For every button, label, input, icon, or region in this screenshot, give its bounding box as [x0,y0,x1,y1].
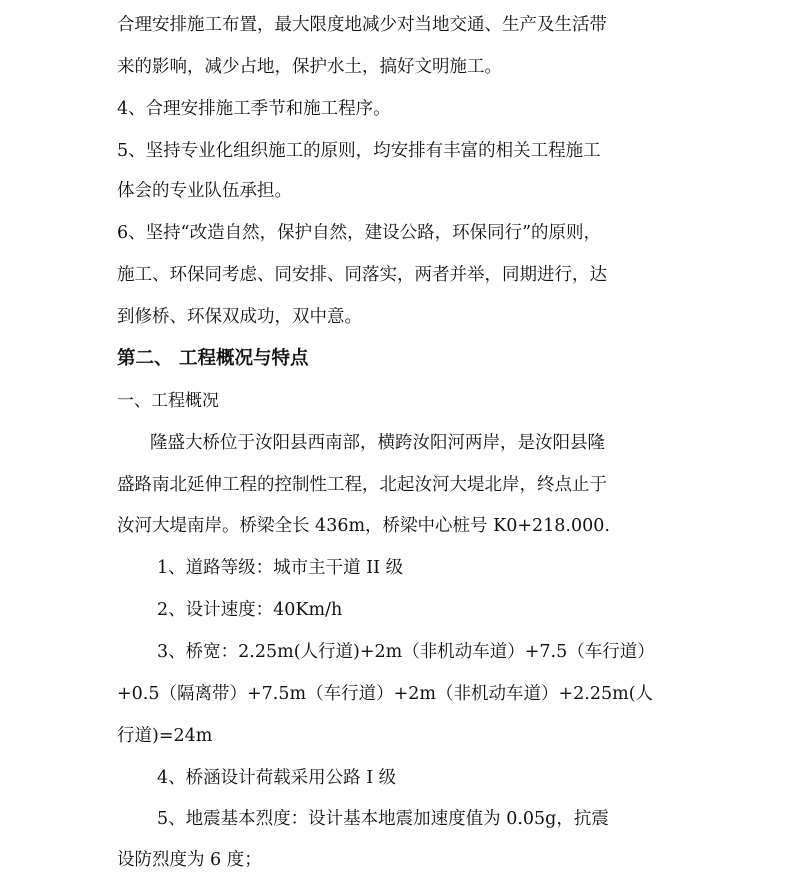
section-heading: 第二、 工程概况与特点 [117,348,309,369]
paragraph-line: +0.5（隔离带）+7.5m（车行道）+2m（非机动车道）+2.25m(人 [117,684,654,704]
spec-item: 5、地震基本烈度：设计基本地震加速度值为 0.05g，抗震 [157,809,609,829]
paragraph-line: 设防烈度为 6 度； [117,850,262,870]
paragraph-line: 来的影响，减少占地，保护水土，搞好文明施工。 [117,57,502,77]
paragraph-line: 合理安排施工布置，最大限度地减少对当地交通、生产及生活带 [117,15,607,35]
spec-item: 2、设计速度：40Km/h [157,600,343,620]
paragraph-line: 隆盛大桥位于汝阳县西南部，横跨汝阳河两岸，是汝阳县隆 [150,433,605,453]
list-item-4: 4、合理安排施工季节和施工程序。 [117,99,391,119]
subsection-heading: 一、工程概况 [117,391,219,411]
spec-item: 3、桥宽：2.25m(人行道)+2m（非机动车道）+7.5（车行道） [157,642,655,662]
list-item-6: 6、坚持“改造自然，保护自然，建设公路，环保同行”的原则， [117,223,602,243]
spec-item: 1、道路等级：城市主干道 II 级 [157,558,404,578]
paragraph-line: 行道)=24m [117,726,213,746]
paragraph-line: 汝河大堤南岸。桥梁全长 436m，桥梁中心桩号 K0+218.000. [117,516,610,536]
spec-item: 4、桥涵设计荷载采用公路 I 级 [157,768,397,788]
paragraph-line: 体会的专业队伍承担。 [117,181,292,201]
list-item-5: 5、坚持专业化组织施工的原则，均安排有丰富的相关工程施工 [117,141,601,161]
paragraph-line: 施工、环保同考虑、同安排、同落实，两者并举，同期进行，达 [117,265,607,285]
paragraph-line: 盛路南北延伸工程的控制性工程，北起汝河大堤北岸，终点止于 [117,475,607,495]
paragraph-line: 到修桥、环保双成功，双中意。 [117,307,362,327]
